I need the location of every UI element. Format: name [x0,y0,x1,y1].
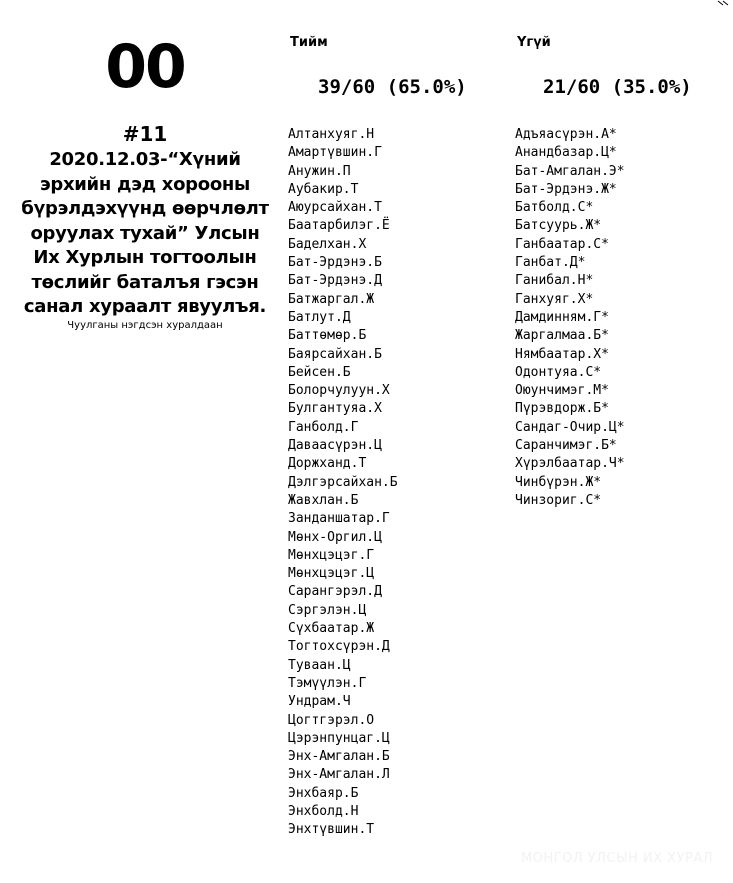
voter-name: Баатарбилэг.Ё [288,218,390,234]
voter-name: Анужин.П [288,163,351,179]
voter-name: Туваан.Ц [288,657,351,673]
voter-name: Аюурсайхан.Т [288,200,382,216]
voter-name: Батжаргал.Ж [288,291,375,307]
voter-name: Болорчулуун.Х [288,383,390,399]
voter-name: Тэмүүлэн.Г [288,675,367,691]
motion-text: 2020.12.03-“Хүний эрхийн дэд хорооны бүрэлдэхүүнд өөрчлөлт оруулах тухай” Улсын Их Хурлын тогтоолын төслийг баталъя гэсэн санал хураалт явуулъя. [21,149,269,317]
voter-name: Мөнх-Оргил.Ц [288,529,382,545]
voter-name: Баярсайхан.Б [288,346,382,362]
voter-name: Бат-Эрдэнэ.Ж* [515,181,617,197]
voter-name: Оюунчимэг.М* [515,383,609,399]
voter-name: Энхбаяр.Б [288,785,359,801]
voter-name: Нямбаатар.Х* [515,346,609,362]
voter-name: Ганбаатар.С* [515,236,609,252]
voter-name: Жавхлан.Б [288,492,359,508]
voter-name: Дамдинням.Г* [515,309,609,325]
yes-name-list [288,126,398,840]
voter-name: Сүхбаатар.Ж [288,621,375,637]
watermark: МОНГОЛ УЛСЫН ИХ ХУРАЛ [520,851,713,866]
voter-name: Энх-Амгалан.Л [288,767,390,783]
voter-name: Ганбат.Д* [515,255,586,271]
voter-name: Баттөмөр.Б [288,328,367,344]
voter-name: Энх-Амгалан.Б [288,749,390,765]
voter-name: Жаргалмаа.Б* [515,328,609,344]
voter-name: Ундрам.Ч [288,694,351,710]
voter-name: Ганболд.Г [288,419,359,435]
voter-name: Батлут.Д [288,309,351,325]
voter-name: Сандаг-Очир.Ц* [515,419,625,435]
voter-name: Ганибал.Н* [515,273,594,289]
no-count: 21/60 (35.0%) [543,76,692,98]
voter-name: Алтанхуяг.Н [288,127,375,142]
no-header: Үгүй [517,35,551,50]
voter-name: Бейсен.Б [288,364,351,380]
voter-name: Мөнхцэцэг.Г [288,547,375,563]
voter-name: Цогтгэрэл.О [288,712,375,728]
voter-name: Чинзориг.С* [515,492,602,508]
expand-icon[interactable] [717,0,729,10]
voter-name: Анандбазар.Ц* [515,145,617,161]
voter-name: Баделхан.Х [288,236,367,252]
meeting-type: Чуулганы нэгдсэн хуралдаан [67,320,223,331]
voter-name: Бат-Эрдэнэ.Д [288,273,382,289]
voter-name: Ганхуяг.Х* [515,291,594,307]
voter-name: Пүрэвдорж.Б* [515,401,609,417]
voter-name: Бат-Амгалан.Э* [515,163,625,179]
yes-count: 39/60 (65.0%) [318,76,467,98]
voter-name: Амартүвшин.Г [288,145,382,161]
voter-name: Одонтуяа.С* [515,364,602,380]
voter-name: Мөнхцэцэг.Ц [288,566,375,582]
voter-name: Цэрэнпунцаг.Ц [288,730,390,746]
voter-name: Хүрэлбаатар.Ч* [515,456,625,472]
session-number: 00 [105,32,185,102]
voter-name: Бат-Эрдэнэ.Б [288,255,382,271]
voter-name: Батболд.С* [515,200,594,216]
yes-header: Тийм [290,35,328,50]
voter-name: Сэргэлэн.Ц [288,602,367,618]
voter-name: Энхтүвшин.Т [288,822,375,838]
voter-name: Батсуурь.Ж* [515,218,602,234]
voter-name: Доржханд.Т [288,456,367,472]
voter-name: Даваасүрэн.Ц [288,438,382,454]
voter-name: Сарангэрэл.Д [288,584,382,600]
voter-name: Адъяасүрэн.А* [515,127,617,142]
voter-name: Дэлгэрсайхан.Б [288,474,398,490]
motion-number: #11 [122,122,168,146]
voter-name: Саранчимэг.Б* [515,438,617,454]
voter-name: Булгантуяа.Х [288,401,382,417]
voter-name: Занданшатар.Г [288,511,390,527]
voter-name: Энхболд.Н [288,803,359,819]
voter-name: Аубакир.Т [288,181,359,197]
voter-name: Чинбүрэн.Ж* [515,474,602,490]
voter-name: Тогтохсүрэн.Д [288,639,390,655]
no-name-list [515,126,625,510]
